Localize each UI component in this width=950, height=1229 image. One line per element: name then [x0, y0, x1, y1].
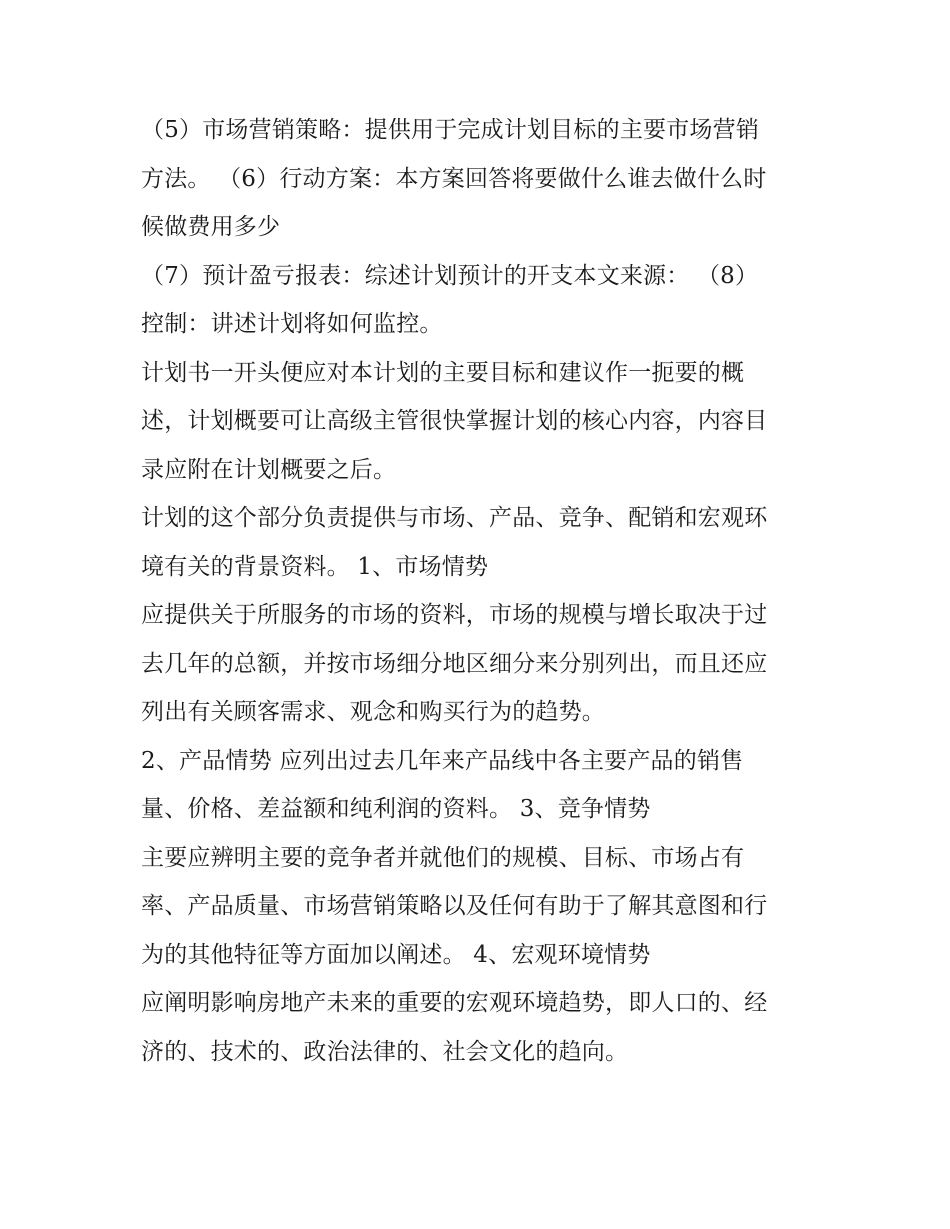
text-line: 录应附在计划概要之后。 — [141, 456, 397, 483]
text-line: 率、产品质量、市场营销策略以及任何有助于了解其意图和行 — [141, 893, 768, 919]
text-line: 控制：讲述计划将如何监控。 — [141, 311, 443, 337]
text-line: 应阐明影响房地产未来的重要的宏观环境趋势，即人口的、经 — [141, 990, 768, 1016]
text-line: （5）市场营销策略：提供用于完成计划目标的主要市场营销 — [141, 117, 760, 143]
text-line: 方法。 （6）行动方案：本方案回答将要做什么谁去做什么时 — [141, 165, 767, 192]
text-line: 济的、技术的、政治法律的、社会文化的趋向。 — [141, 1038, 629, 1065]
text-line: 境有关的背景资料。 1、市场情势 — [141, 553, 489, 580]
text-line: （7）预计盈亏报表：综述计划预计的开支本文来源： （8） — [141, 262, 759, 289]
text-line: 计划的这个部分负责提供与市场、产品、竞争、配销和宏观环 — [141, 505, 768, 531]
text-line: 计划书一开头便应对本计划的主要目标和建议作一扼要的概 — [141, 359, 745, 386]
document-body — [141, 106, 821, 1076]
text-line: 为的其他特征等方面加以阐述。 4、宏观环境情势 — [141, 941, 651, 968]
text-line: 列出有关顾客需求、观念和购买行为的趋势。 — [141, 699, 605, 725]
text-line: 去几年的总额，并按市场细分地区细分来分别列出，而且还应 — [141, 650, 768, 677]
text-line: 主要应辨明主要的竞争者并就他们的规模、目标、市场占有 — [141, 844, 745, 871]
text-line: 2、产品情势 应列出过去几年来产品线中各主要产品的销售 — [141, 747, 744, 774]
text-line: 述，计划概要可让高级主管很快掌握计划的核心内容，内容目 — [141, 408, 768, 434]
text-line: 应提供关于所服务的市场的资料，市场的规模与增长取决于过 — [141, 602, 768, 628]
text-line: 候做费用多少 — [141, 214, 281, 240]
text-line: 量、价格、差益额和纯利润的资料。 3、竞争情势 — [141, 796, 651, 822]
